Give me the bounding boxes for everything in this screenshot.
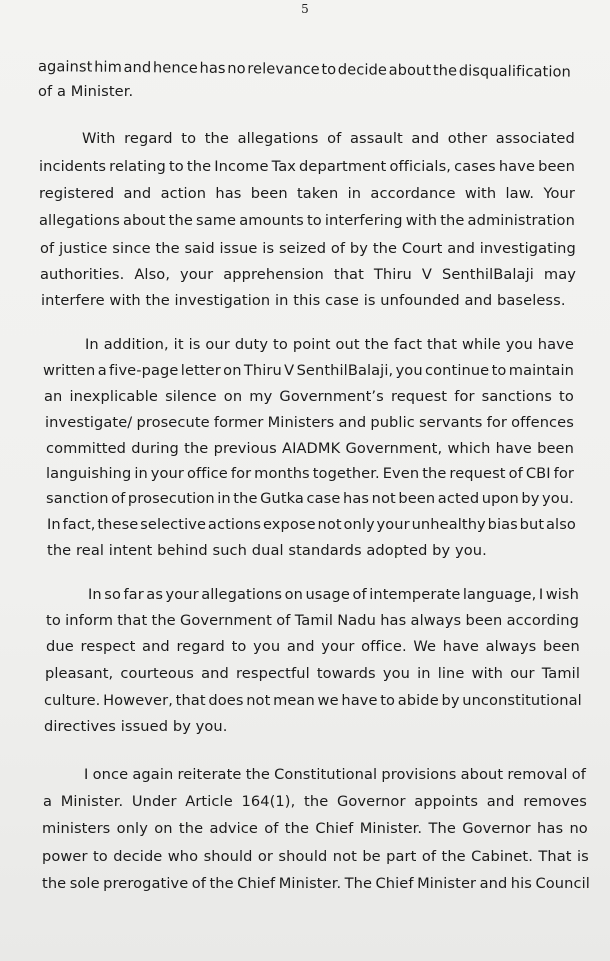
text-line: incidents relating to the Income Tax department officials, cases have been [39, 158, 575, 175]
text-line: written a five-page letter on Thiru V SenthilBalaji, you continue to maintain [43, 362, 574, 379]
text-line: languishing in your office for months together. Even the request of CBI for [46, 465, 574, 482]
text-line: ministers only on the advice of the Chief Minister. The Governor has no [42, 820, 588, 837]
text-line: registered and action has been taken in accordance with law. Your [39, 185, 575, 202]
text-line: In fact, these selective actions expose not only your unhealthy bias but also [47, 516, 576, 533]
text-line: I once again reiterate the Constitutional provisions about removal of [84, 766, 586, 783]
text-line: interfere with the investigation in this case is unfounded and baseless. [41, 292, 566, 309]
text-line: authorities. Also, your apprehension that Thiru V SenthilBalaji may [40, 266, 576, 283]
text-line: against him and hence has no relevance to decide about the disqualification [37, 58, 572, 81]
text-line: of justice since the said issue is seized of by the Court and investigating [40, 240, 576, 257]
text-line: the real intent behind such dual standards adopted by you. [47, 542, 487, 559]
text-line: committed during the previous AIADMK Government, which have been [46, 440, 574, 457]
text-line: investigate/ prosecute former Ministers and public servants for offences [45, 414, 574, 431]
text-line: sanction of prosecution in the Gutka case has not been acted upon by you. [46, 490, 574, 507]
text-line: of a Minister. [38, 83, 134, 100]
text-line: an inexplicable silence on my Government’s request for sanctions to [44, 388, 574, 405]
text-line: allegations about the same amounts to interfering with the administration [39, 212, 575, 229]
text-line: power to decide who should or should not be part of the Cabinet. That is [42, 848, 589, 865]
text-line: due respect and regard to you and your office. We have always been [46, 638, 580, 655]
text-line: a Minister. Under Article 164(1), the Governor appoints and removes [43, 793, 587, 810]
page-number: 5 [301, 2, 309, 16]
text-line: pleasant, courteous and respectful towards you in line with our Tamil [45, 665, 580, 682]
text-line: directives issued by you. [44, 718, 228, 735]
text-line: the sole prerogative of the Chief Minister. The Chief Minister and his Council [42, 875, 590, 892]
text-line: In so far as your allegations on usage of intemperate language, I wish [88, 586, 579, 603]
text-line: to inform that the Government of Tamil Nadu has always been according [46, 612, 579, 629]
text-line: In addition, it is our duty to point out the fact that while you have [85, 336, 574, 353]
text-line: culture. However, that does not mean we have to abide by unconstitutional [44, 692, 582, 709]
text-line: With regard to the allegations of assault and other associated [82, 130, 575, 147]
